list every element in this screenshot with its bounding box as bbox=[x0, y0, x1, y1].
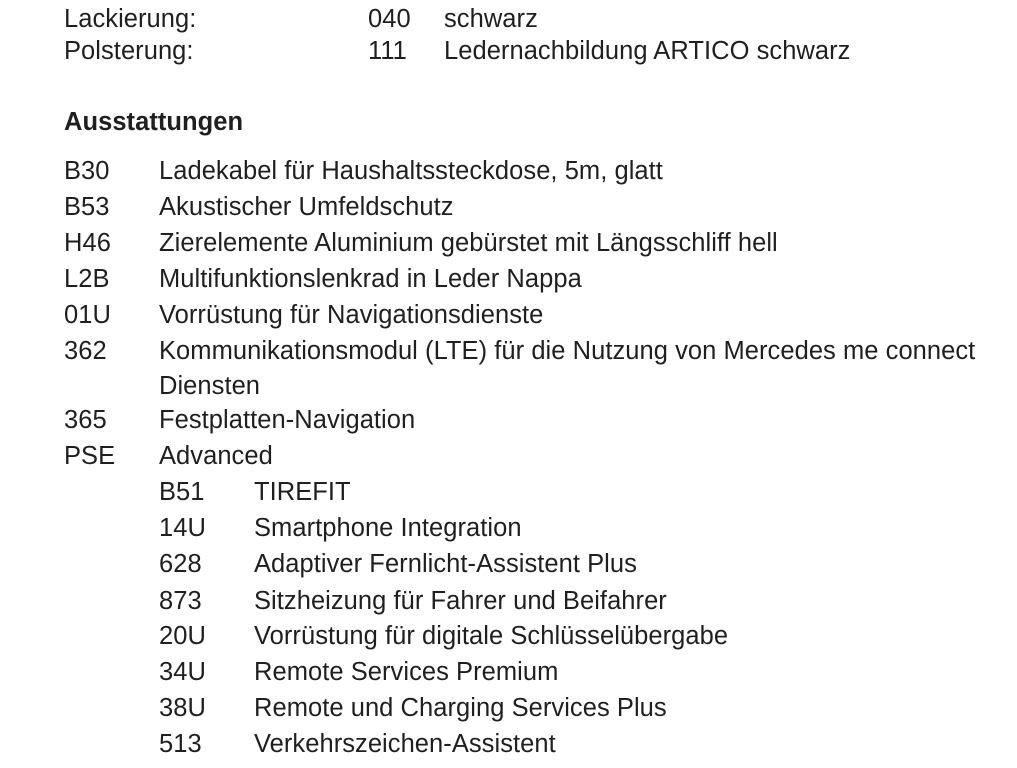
item-text-continued: Diensten bbox=[159, 372, 261, 400]
subitem-code: 628 bbox=[159, 550, 202, 578]
item-code: B53 bbox=[64, 193, 110, 221]
item-text: Akustischer Umfeldschutz bbox=[159, 193, 454, 221]
spec-label-paint: Lackierung: bbox=[64, 5, 197, 33]
item-text: Vorrüstung für Navigationsdienste bbox=[159, 301, 544, 329]
item-code: H46 bbox=[64, 229, 111, 257]
subitem-text: Vorrüstung für digitale Schlüsselübergabe bbox=[254, 622, 729, 650]
spec-value-paint: schwarz bbox=[444, 5, 538, 33]
subitem-code: 513 bbox=[159, 730, 202, 758]
item-code: B30 bbox=[64, 157, 110, 185]
spec-value-upholstery: Ledernachbildung ARTICO schwarz bbox=[444, 37, 851, 65]
item-code: PSE bbox=[64, 442, 116, 470]
item-text: Kommunikationsmodul (LTE) für die Nutzung von Mercedes me connect bbox=[159, 337, 976, 365]
spec-code-upholstery: 111 bbox=[368, 37, 407, 65]
item-text: Advanced bbox=[159, 442, 273, 470]
subitem-code: 34U bbox=[159, 658, 206, 686]
section-title: Ausstattungen bbox=[64, 108, 244, 136]
subitem-text: Adaptiver Fernlicht-Assistent Plus bbox=[254, 550, 637, 578]
item-text: Zierelemente Aluminium gebürstet mit Längsschliff hell bbox=[159, 229, 778, 257]
subitem-text: Remote Services Premium bbox=[254, 658, 559, 686]
item-code: L2B bbox=[64, 265, 110, 293]
subitem-code: 14U bbox=[159, 514, 206, 542]
item-text: Festplatten-Navigation bbox=[159, 406, 416, 434]
spec-label-upholstery: Polsterung: bbox=[64, 37, 194, 65]
subitem-code: 20U bbox=[159, 622, 206, 650]
subitem-text: TIREFIT bbox=[254, 478, 351, 506]
item-code: 01U bbox=[64, 301, 111, 329]
subitem-code: 873 bbox=[159, 587, 202, 615]
subitem-text: Verkehrszeichen-Assistent bbox=[254, 730, 556, 758]
item-code: 365 bbox=[64, 406, 107, 434]
item-code: 362 bbox=[64, 337, 107, 365]
spec-code-paint: 040 bbox=[368, 5, 411, 33]
subitem-code: 38U bbox=[159, 694, 206, 722]
item-text: Ladekabel für Haushaltssteckdose, 5m, glatt bbox=[159, 157, 663, 185]
item-text: Multifunktionslenkrad in Leder Nappa bbox=[159, 265, 582, 293]
subitem-text: Sitzheizung für Fahrer und Beifahrer bbox=[254, 587, 667, 615]
subitem-text: Smartphone Integration bbox=[254, 514, 522, 542]
subitem-code: B51 bbox=[159, 478, 205, 506]
subitem-text: Remote und Charging Services Plus bbox=[254, 694, 667, 722]
